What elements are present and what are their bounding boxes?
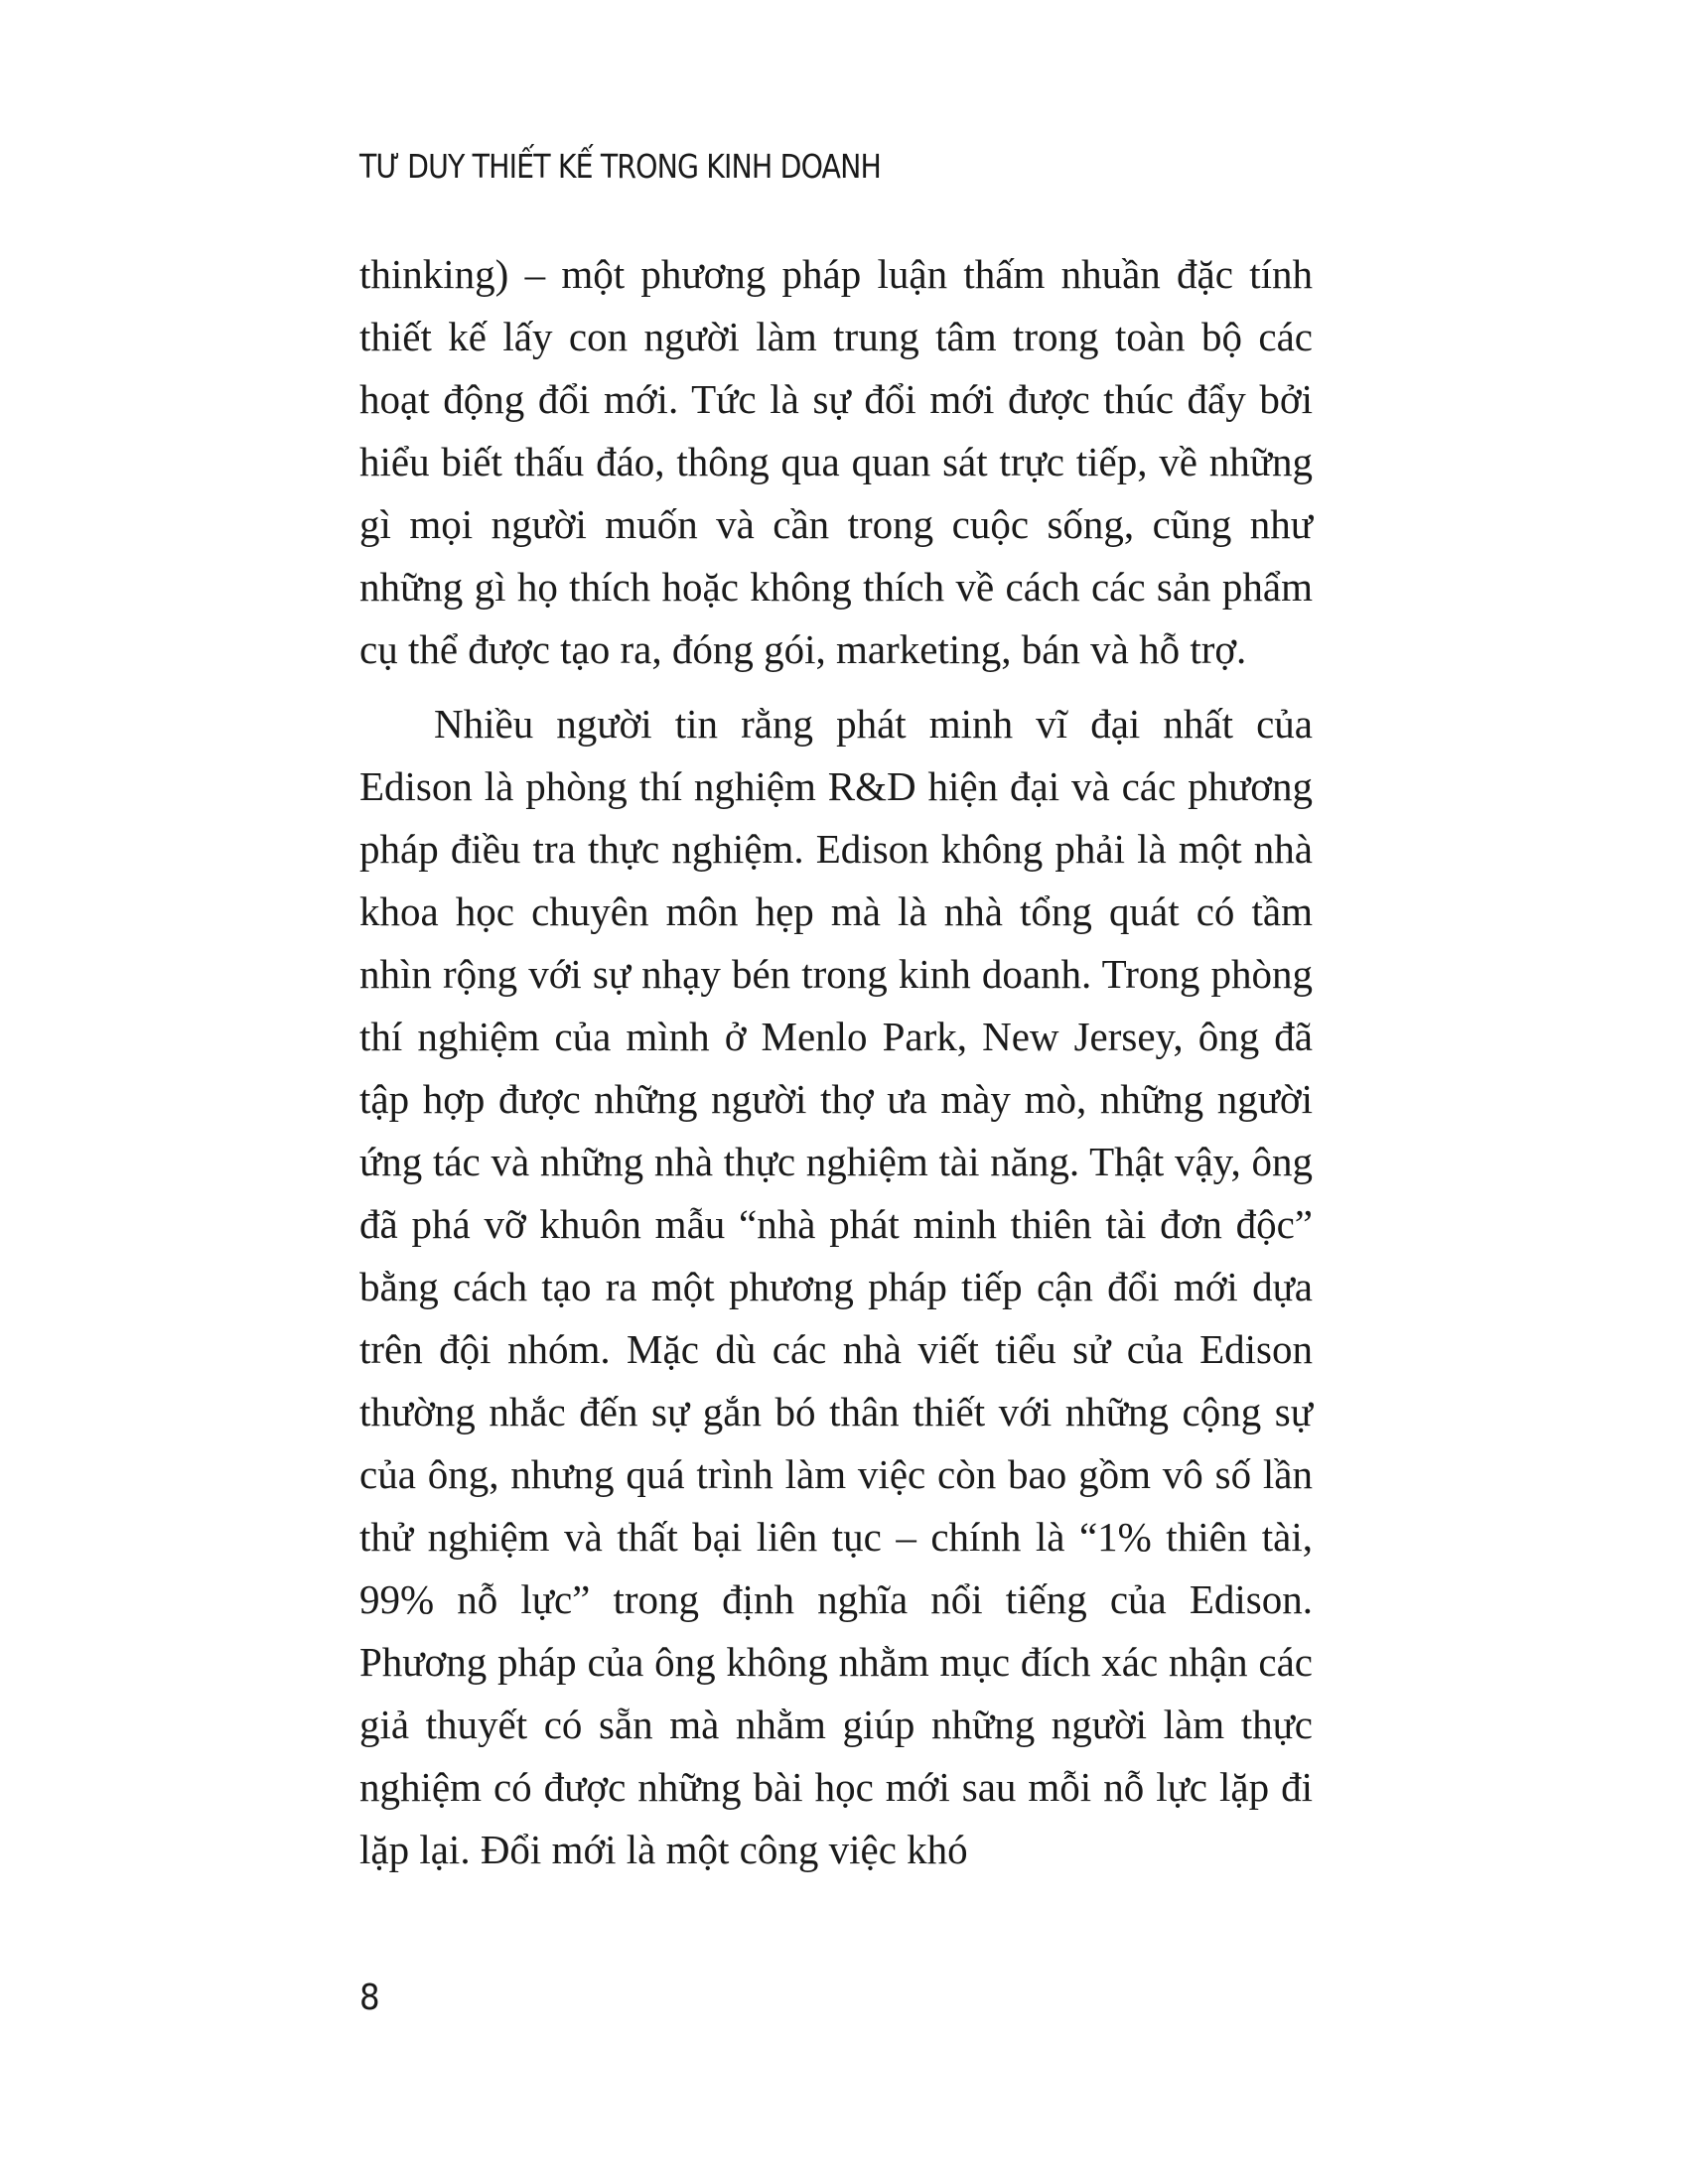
body-text bbox=[359, 243, 1313, 1881]
paragraph-2: Nhiều người tin rằng phát minh vĩ đại nhất của Edison là phòng thí nghiệm R&D hiện đại và các phương pháp điều tra thực nghiệm. Edison không phải là một nhà khoa học chuyên môn hẹp mà là nhà tổng quát có tầm nhìn rộng với sự nhạy bén trong kinh doanh. Trong phòng thí nghiệm của mình ở Menlo Park, New Jersey, ông đã tập hợp được những người thợ ưa mày mò, những người ứng tác và những nhà thực nghiệm tài năng. Thật vậy, ông đã phá vỡ khuôn mẫu “nhà phát minh thiên tài đơn độc” bằng cách tạo ra một phương pháp tiếp cận đổi mới dựa trên đội nhóm. Mặc dù các nhà viết tiểu sử của Edison thường nhắc đến sự gắn bó thân thiết với những cộng sự của ông, nhưng quá trình làm việc còn bao gồm vô số lần thử nghiệm và thất bại liên tục – chính là “1% thiên tài, 99% nỗ lực” trong định nghĩa nổi tiếng của Edison. Phương pháp của ông không nhằm mục đích xác nhận các giả thuyết có sẵn mà nhằm giúp những người làm thực nghiệm có được những bài học mới sau mỗi nỗ lực lặp đi lặp lại. Đổi mới là một công việc khó bbox=[359, 701, 1313, 1872]
running-header: TƯ DUY THIẾT KẾ TRONG KINH DOANH bbox=[359, 147, 881, 186]
paragraph-1: thinking) – một phương pháp luận thấm nhuần đặc tính thiết kế lấy con người làm trung tâm trong toàn bộ các hoạt động đổi mới. Tức là sự đổi mới được thúc đẩy bởi hiểu biết thấu đáo, thông qua quan sát trực tiếp, về những gì mọi người muốn và cần trong cuộc sống, cũng như những gì họ thích hoặc không thích về cách các sản phẩm cụ thể được tạo ra, đóng gói, marketing, bán và hỗ trợ. bbox=[359, 251, 1313, 672]
page-number: 8 bbox=[359, 1978, 380, 2018]
